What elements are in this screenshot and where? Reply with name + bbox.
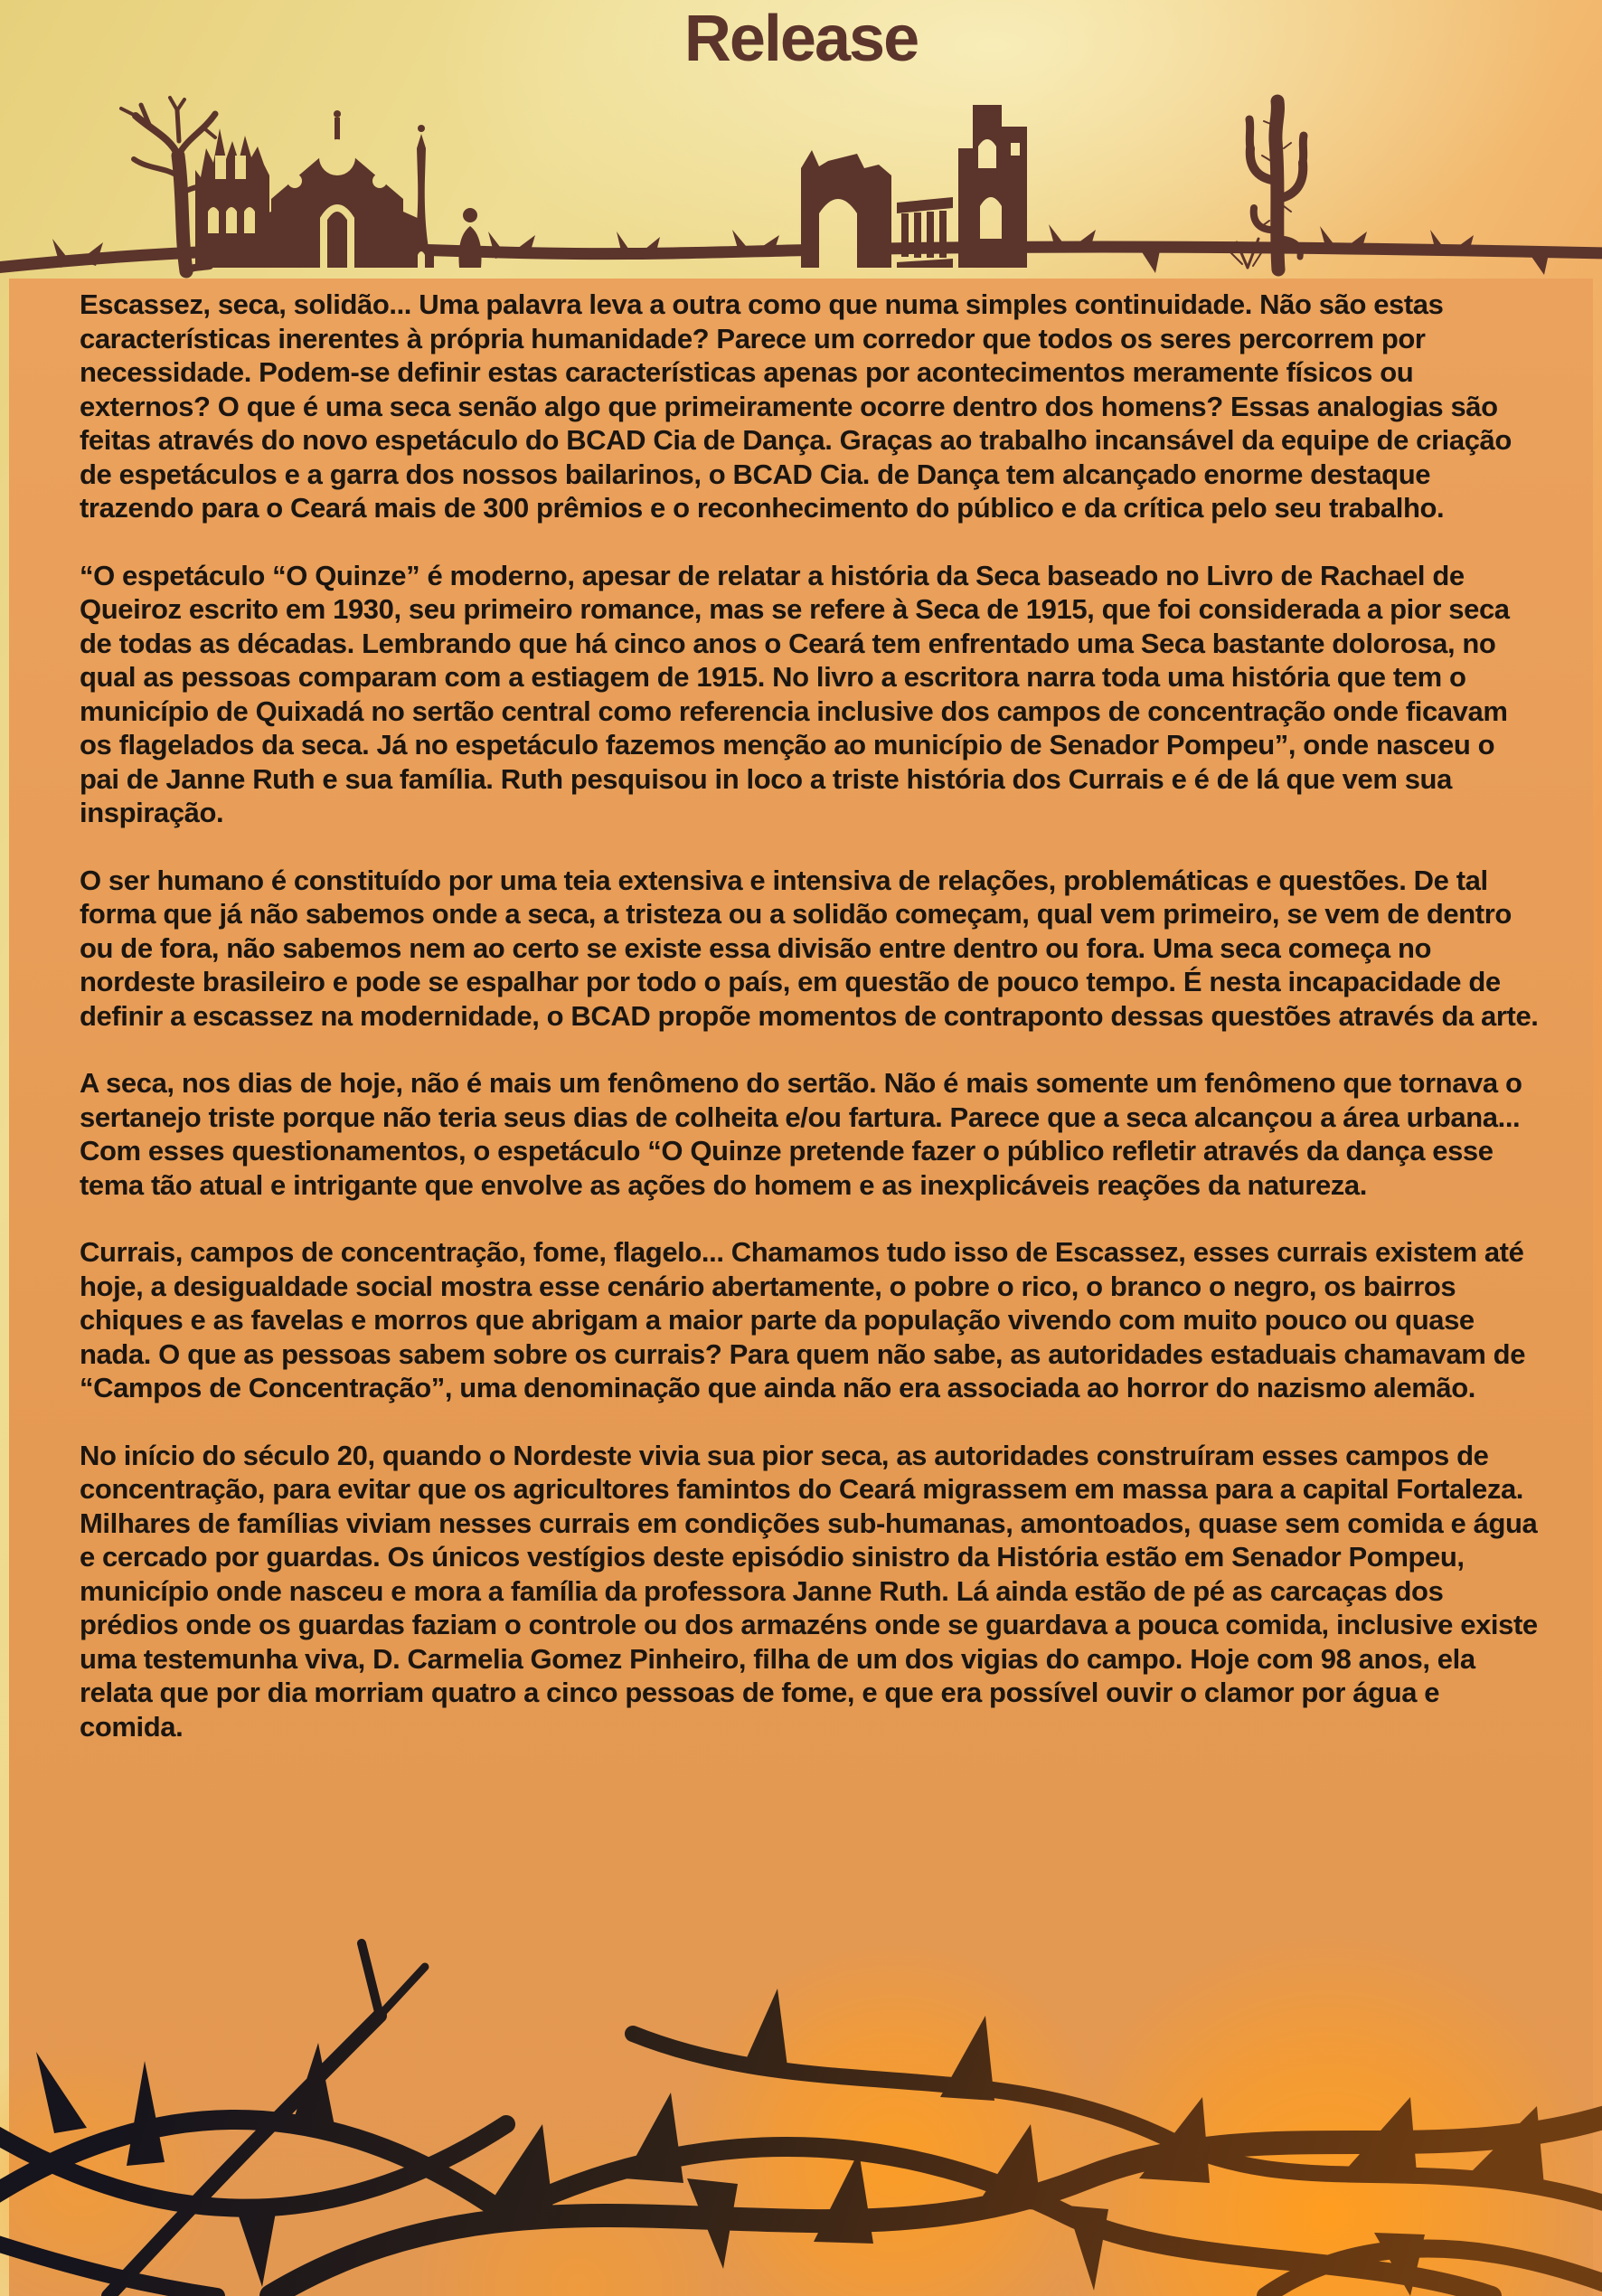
release-article	[80, 288, 1539, 1777]
body-paragraph: “O espetáculo “O Quinze” é moderno, apesar de relatar a história da Seca baseado no Livro de Rachael de Queiroz escrito em 1930, seu primeiro romance, mas se refere à Seca de 1915, que foi considerada a pior seca de todas as décadas. Lembrando que há cinco anos o Ceará tem enfrentado uma Seca bastante dolorosa, no qual as pessoas comparam com a estiagem de 1915. No livro a escritora narra toda uma história que tem o município de Quixadá no sertão central como referencia inclusive dos campos de concentração onde ficavam os flagelados da seca. Já no espetáculo fazemos menção ao município de Senador Pompeu”, onde nasceu o pai de Janne Ruth e sua família. Ruth pesquisou in loco a triste história dos Currais e é de lá que vem sua inspiração.	[80, 559, 1510, 828]
body-paragraph: Escassez, seca, solidão... Uma palavra leva a outra como que numa simples continuidade. Não são estas características inerentes à própria humanidade? Parece um corredor que todos os seres percorrem por necessidade. Podem-se definir estas características apenas por acontecimentos meramente físicos ou externos? O que é uma seca senão algo que primeiramente ocorre dentro dos homens? Essas analogias são feitas através do novo espetáculo do BCAD Cia de Dança. Graças ao trabalho incansável da equipe de criação de espetáculos e a garra dos nossos bailarinos, o BCAD Cia. de Dança tem alcançado enorme destaque trazendo para o Ceará mais de 300 prêmios e o reconhecimento do público e da crítica pelo seu trabalho.	[80, 288, 1512, 524]
thorn-branches-icon	[0, 1907, 1602, 2296]
page-title: Release	[683, 3, 919, 75]
body-paragraph: A seca, nos dias de hoje, não é mais um fenômeno do sertão. Não é mais somente um fenômeno que tornava o sertanejo triste porque não teria seus dias de colheita e/ou fartura. Parece que a seca alcançou a área urbana... Com esses questionamentos, o espetáculo “O Quinze pretende fazer o público refletir através da dança esse tema tão atual e intrigante que envolve as ações do homem e as inexplicáveis reações da natureza.	[80, 1067, 1522, 1201]
body-paragraph: Currais, campos de concentração, fome, flagelo... Chamamos tudo isso de Escassez, esses currais existem até hoje, a desigualdade social mostra esse cenário abertamente, o pobre o rico, o branco o negro, os bairros chiques e as favelas e morros que abrigam a maior parte da população vivendo com muito pouco ou quase nada. O que as pessoas sabem sobre os currais? Para quem não sabe, as autoridades estaduais chamavam de “Campos de Concentração”, uma denominação que ainda não era associada ao horror do nazismo alemão.	[80, 1236, 1526, 1403]
body-paragraph: No início do século 20, quando o Nordeste vivia sua pior seca, as autoridades construíram esses campos de concentração, para evitar que os agricultores famintos do Ceará migrassem em massa para a capital Fortaleza. Milhares de famílias viviam nesses currais em condições sub-humanas, amontoados, quase sem comida e água e cercado por guardas. Os únicos vestígios deste episódio sinistro da História estão em Senador Pompeu, município onde nasceu e mora a família da professora Janne Ruth. Lá ainda estão de pé as carcaças dos prédios onde os guardas faziam o controle ou dos armazéns onde se guardava a pouca comida, inclusive existe uma testemunha viva, D. Carmelia Gomez Pinheiro, filha de um dos vigias do campo. Hoje com 98 anos, ela relata que por dia morriam quatro a cinco pessoas de fome, e que era possível ouvir o clamor por água e comida.	[80, 1439, 1538, 1743]
body-paragraph: O ser humano é constituído por uma teia extensiva e intensiva de relações, problemáticas e questões. De tal forma que já não sabemos onde a seca, a tristeza ou a solidão começam, qual vem primeiro, se vem de dentro ou de fora, não sabemos nem ao certo se existe essa divisão entre dentro ou fora. Uma seca começa no nordeste brasileiro e pode se espalhar por todo o país, em questão de pouco tempo. É nesta incapacidade de definir a escassez na modernidade, o BCAD propõe momentos de contraponto dessas questões através da arte.	[80, 864, 1539, 1032]
ruins-skyline-silhouette-icon	[0, 61, 1602, 280]
